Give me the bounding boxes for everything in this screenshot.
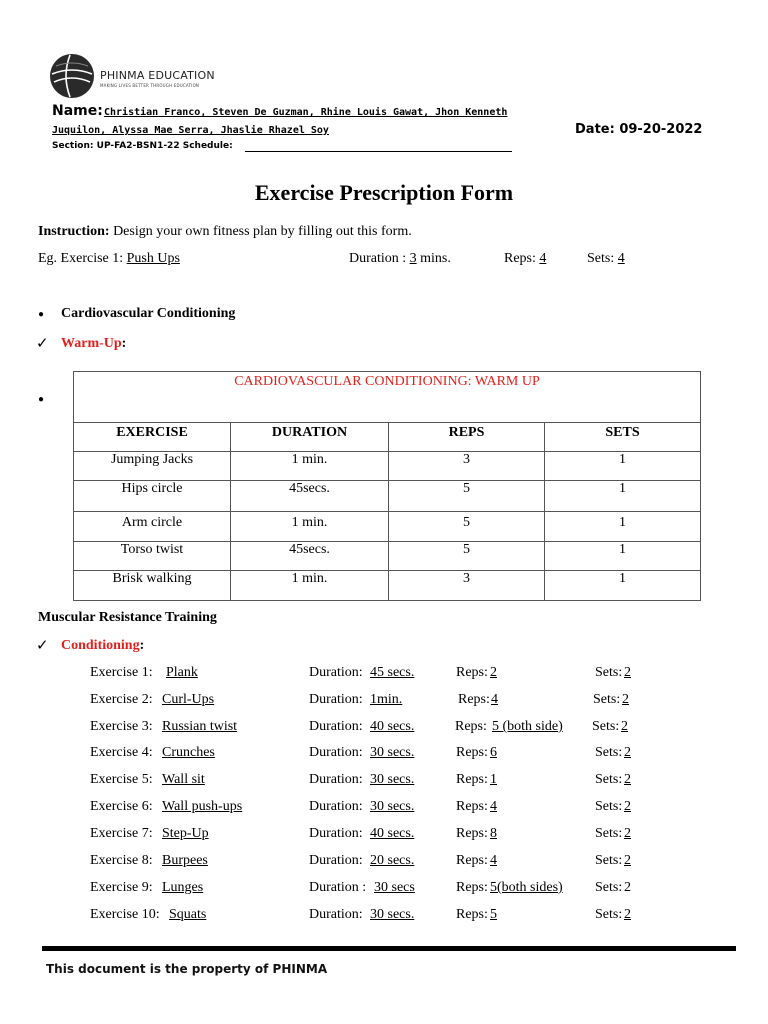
sets-value: 2 bbox=[624, 799, 631, 814]
sets-label: Sets: bbox=[592, 719, 620, 734]
sets-label: Sets: bbox=[595, 799, 623, 814]
duration-value: 30 secs. bbox=[370, 772, 415, 787]
exercise-name: Lunges bbox=[162, 880, 204, 895]
exercise-name: Curl-Ups bbox=[162, 692, 215, 707]
footer-rule bbox=[42, 946, 736, 951]
duration-value: 30 secs. bbox=[370, 799, 415, 814]
duration-value: 40 secs. bbox=[370, 719, 415, 734]
sets-value: 2 bbox=[624, 880, 631, 895]
checkmark-icon: ✓ bbox=[36, 334, 49, 352]
example-duration-unit: mins. bbox=[416, 251, 451, 266]
conditioning-colon: : bbox=[139, 638, 145, 653]
warmup-table-title: CARDIOVASCULAR CONDITIONING: WARM UP bbox=[74, 372, 701, 423]
cell-exercise: Hips circle bbox=[74, 481, 231, 512]
instruction-text: Design your own fitness plan by filling out this form. bbox=[109, 224, 412, 239]
duration-value: 30 secs. bbox=[370, 745, 415, 760]
table-row bbox=[74, 452, 701, 481]
duration-label: Duration: bbox=[309, 799, 363, 814]
page-title: Exercise Prescription Form bbox=[254, 180, 514, 205]
duration-label: Duration : bbox=[309, 880, 367, 895]
sets-label: Sets: bbox=[595, 745, 623, 760]
cell-duration: 45secs. bbox=[231, 481, 389, 512]
cell-duration: 1 min. bbox=[231, 571, 389, 601]
cell-exercise: Arm circle bbox=[74, 512, 231, 542]
sets-label: Sets: bbox=[595, 907, 623, 922]
reps-label: Reps: bbox=[456, 907, 488, 922]
reps-label: Reps: bbox=[456, 665, 488, 680]
duration-label: Duration: bbox=[309, 772, 363, 787]
cell-sets: 1 bbox=[545, 481, 701, 512]
list-item bbox=[0, 692, 768, 712]
sets-label: Sets: bbox=[593, 692, 621, 707]
col-header-exercise: EXERCISE bbox=[74, 423, 231, 452]
exercise-label: Exercise 6: bbox=[90, 799, 153, 814]
list-item bbox=[0, 907, 768, 927]
section-schedule: Section: UP-FA2-BSN1-22 Schedule: bbox=[52, 141, 233, 151]
example-reps-label: Reps: bbox=[504, 251, 540, 266]
cell-reps: 3 bbox=[389, 452, 545, 481]
cell-duration: 1 min. bbox=[231, 452, 389, 481]
sets-value: 2 bbox=[624, 665, 631, 680]
cell-sets: 1 bbox=[545, 542, 701, 571]
cardio-heading: Cardiovascular Conditioning bbox=[61, 306, 236, 321]
duration-value: 1min. bbox=[370, 692, 403, 707]
warmup-label bbox=[61, 336, 126, 352]
cell-sets: 1 bbox=[545, 452, 701, 481]
reps-label: Reps: bbox=[456, 880, 488, 895]
table-row bbox=[74, 542, 701, 571]
col-header-sets: SETS bbox=[545, 423, 701, 452]
example-duration-value: 3 bbox=[409, 251, 417, 266]
reps-value: 6 bbox=[490, 745, 497, 760]
list-item bbox=[0, 772, 768, 792]
sets-value: 2 bbox=[624, 745, 631, 760]
duration-label: Duration: bbox=[309, 665, 363, 680]
exercise-label: Exercise 2: bbox=[90, 692, 153, 707]
exercise-label: Exercise 10: bbox=[90, 907, 160, 922]
example-duration-label: Duration : bbox=[349, 251, 410, 266]
sets-value: 2 bbox=[624, 907, 631, 922]
exercise-name: Russian twist bbox=[162, 719, 238, 734]
exercise-name: Burpees bbox=[162, 853, 208, 868]
duration-value: 45 secs. bbox=[370, 665, 415, 680]
reps-value: 5 (both side) bbox=[492, 719, 563, 734]
sets-value: 2 bbox=[624, 853, 631, 868]
duration-value: 20 secs. bbox=[370, 853, 415, 868]
duration-label: Duration: bbox=[309, 853, 363, 868]
list-item bbox=[0, 665, 768, 685]
names-line-2: Juquilon, Alyssa Mae Serra, Jhaslie Rhazel Soy bbox=[52, 125, 329, 136]
exercise-label: Exercise 3: bbox=[90, 719, 153, 734]
sets-label: Sets: bbox=[595, 772, 623, 787]
reps-value: 4 bbox=[490, 853, 497, 868]
list-item bbox=[0, 799, 768, 819]
duration-label: Duration: bbox=[309, 907, 363, 922]
reps-value: 4 bbox=[491, 692, 498, 707]
exercise-name: Plank bbox=[166, 665, 198, 680]
muscular-heading: Muscular Resistance Training bbox=[38, 610, 217, 625]
cell-exercise: Torso twist bbox=[74, 542, 231, 571]
exercise-label: Exercise 4: bbox=[90, 745, 153, 760]
exercise-label: Exercise 9: bbox=[90, 880, 153, 895]
exercise-label: Exercise 7: bbox=[90, 826, 153, 841]
reps-value: 2 bbox=[490, 665, 497, 680]
reps-label: Reps: bbox=[456, 826, 488, 841]
example-exercise-name: Push Ups bbox=[126, 251, 180, 266]
list-item bbox=[0, 880, 768, 900]
cell-duration: 45secs. bbox=[231, 542, 389, 571]
sets-label: Sets: bbox=[595, 665, 623, 680]
date: Date: 09-20-2022 bbox=[575, 122, 703, 137]
example-sets-label: Sets: bbox=[587, 251, 618, 266]
cell-reps: 5 bbox=[389, 542, 545, 571]
sets-value: 2 bbox=[624, 772, 631, 787]
instruction bbox=[38, 224, 412, 240]
sets-value: 2 bbox=[621, 719, 628, 734]
reps-label: Reps: bbox=[456, 745, 488, 760]
reps-value: 5 bbox=[490, 907, 497, 922]
warmup-table bbox=[73, 371, 701, 601]
exercise-label: Exercise 5: bbox=[90, 772, 153, 787]
col-header-duration: DURATION bbox=[231, 423, 389, 452]
table-row bbox=[74, 481, 701, 512]
bullet-icon: ● bbox=[38, 394, 45, 405]
reps-label: Reps: bbox=[458, 692, 490, 707]
reps-label: Reps: bbox=[456, 772, 488, 787]
exercise-label: Exercise 8: bbox=[90, 853, 153, 868]
exercise-name: Wall sit bbox=[162, 772, 205, 787]
warmup-colon: : bbox=[121, 336, 127, 351]
exercise-name: Squats bbox=[169, 907, 207, 922]
sets-label: Sets: bbox=[595, 853, 623, 868]
sets-label: Sets: bbox=[595, 826, 623, 841]
bullet-icon: ● bbox=[38, 309, 45, 320]
cell-exercise: Jumping Jacks bbox=[74, 452, 231, 481]
duration-value: 40 secs. bbox=[370, 826, 415, 841]
list-item bbox=[0, 745, 768, 765]
example-duration bbox=[349, 251, 451, 267]
duration-label: Duration: bbox=[309, 826, 363, 841]
cell-reps: 3 bbox=[389, 571, 545, 601]
instruction-label: Instruction: bbox=[38, 224, 110, 239]
reps-label: Reps: bbox=[456, 853, 488, 868]
exercise-name: Step-Up bbox=[162, 826, 209, 841]
exercise-name: Wall push-ups bbox=[162, 799, 243, 814]
example-exercise bbox=[38, 251, 180, 267]
cell-sets: 1 bbox=[545, 512, 701, 542]
logo-tagline: MAKING LIVES BETTER THROUGH EDUCATION bbox=[100, 83, 200, 88]
example-reps-value: 4 bbox=[539, 251, 547, 266]
exercise-label: Exercise 1: bbox=[90, 665, 153, 680]
cell-sets: 1 bbox=[545, 571, 701, 601]
example-sets-value: 4 bbox=[617, 251, 625, 266]
duration-label: Duration: bbox=[309, 692, 363, 707]
schedule-blank-line bbox=[245, 151, 512, 152]
duration-value: 30 secs bbox=[374, 880, 415, 895]
duration-label: Duration: bbox=[309, 719, 363, 734]
phinma-logo bbox=[48, 52, 228, 96]
warmup-label-text: Warm-Up bbox=[61, 336, 122, 351]
reps-label: Reps: bbox=[455, 719, 487, 734]
cell-reps: 5 bbox=[389, 512, 545, 542]
names-line-1: Christian Franco, Steven De Guzman, Rhine Louis Gawat, Jhon Kenneth bbox=[104, 107, 508, 118]
col-header-reps: REPS bbox=[389, 423, 545, 452]
cell-exercise: Brisk walking bbox=[74, 571, 231, 601]
footer-text: This document is the property of PHINMA bbox=[46, 962, 328, 976]
example-reps bbox=[504, 251, 546, 267]
table-row bbox=[74, 512, 701, 542]
duration-label: Duration: bbox=[309, 745, 363, 760]
checkmark-icon: ✓ bbox=[36, 636, 49, 654]
reps-value: 4 bbox=[490, 799, 497, 814]
name-label: Name: bbox=[52, 103, 103, 119]
logo-title: PHINMA EDUCATION bbox=[100, 69, 215, 82]
sets-value: 2 bbox=[622, 692, 629, 707]
reps-value: 1 bbox=[490, 772, 497, 787]
exercise-name: Crunches bbox=[162, 745, 215, 760]
cell-reps: 5 bbox=[389, 481, 545, 512]
sets-value: 2 bbox=[624, 826, 631, 841]
duration-value: 30 secs. bbox=[370, 907, 415, 922]
reps-value: 5(both sides) bbox=[490, 880, 563, 895]
phinma-globe-icon bbox=[48, 52, 96, 100]
sets-label: Sets: bbox=[595, 880, 623, 895]
example-prefix: Eg. Exercise 1: bbox=[38, 251, 127, 266]
cell-duration: 1 min. bbox=[231, 512, 389, 542]
conditioning-label bbox=[61, 638, 144, 654]
list-item bbox=[0, 719, 768, 739]
conditioning-label-text: Conditioning bbox=[61, 638, 140, 653]
list-item bbox=[0, 826, 768, 846]
table-row bbox=[74, 571, 701, 601]
reps-value: 8 bbox=[490, 826, 497, 841]
reps-label: Reps: bbox=[456, 799, 488, 814]
example-sets bbox=[587, 251, 625, 267]
list-item bbox=[0, 853, 768, 873]
